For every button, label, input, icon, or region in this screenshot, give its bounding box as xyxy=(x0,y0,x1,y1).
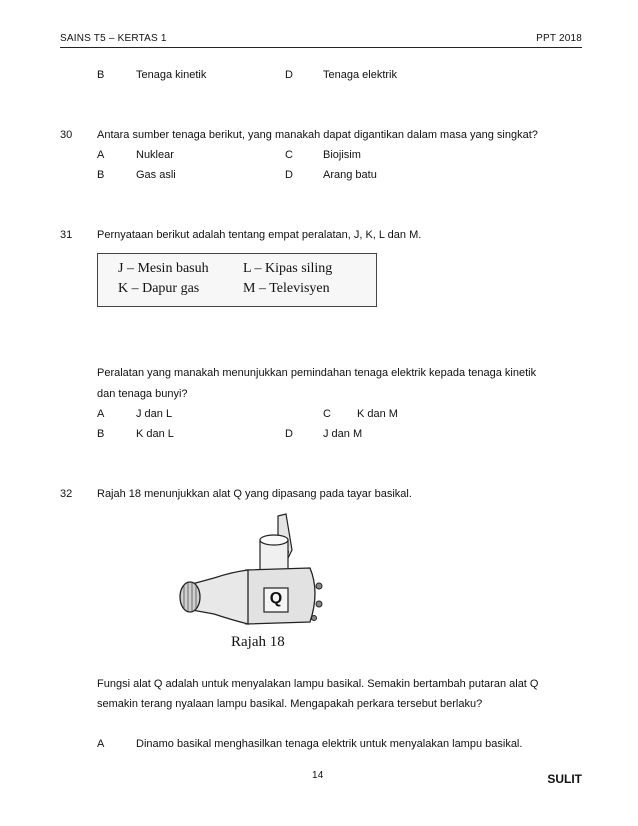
option-letter: C xyxy=(285,149,293,161)
option-text: J dan L xyxy=(136,408,173,420)
option-letter: D xyxy=(285,69,293,81)
question-number: 30 xyxy=(60,129,73,141)
option-letter: A xyxy=(97,738,105,750)
option-letter: B xyxy=(97,69,105,81)
option-letter: B xyxy=(97,428,105,440)
appliance-list-box xyxy=(97,253,377,307)
appliance-l: L – Kipas siling xyxy=(243,261,333,276)
option-text: K dan L xyxy=(136,428,174,440)
question-text-line1: Fungsi alat Q adalah untuk menyalakan lampu basikal. Semakin bertambah putaran alat Q xyxy=(97,678,539,690)
option-text: J dan M xyxy=(323,428,363,440)
header-rule xyxy=(60,47,582,48)
option-letter: A xyxy=(97,149,105,161)
option-text: Tenaga elektrik xyxy=(323,69,397,81)
figure-caption: Rajah 18 xyxy=(231,634,285,650)
appliance-m: M – Televisyen xyxy=(243,281,330,296)
question-text-line2: semakin terang nyalaan lampu basikal. Mengapakah perkara tersebut berlaku? xyxy=(97,698,483,710)
option-letter: A xyxy=(97,408,105,420)
option-text: K dan M xyxy=(357,408,398,420)
question-text: Rajah 18 menunjukkan alat Q yang dipasang pada tayar basikal. xyxy=(97,488,412,500)
question-text-line2: dan tenaga bunyi? xyxy=(97,388,188,400)
question-text: Antara sumber tenaga berikut, yang manakah dapat digantikan dalam masa yang singkat? xyxy=(97,129,538,141)
sulit-mark: SULIT xyxy=(547,772,582,786)
option-letter: C xyxy=(323,408,331,420)
figure-q-label: Q xyxy=(269,590,283,607)
option-text: Gas asli xyxy=(136,169,176,181)
option-text: Arang batu xyxy=(323,169,377,181)
option-text: Biojisim xyxy=(323,149,361,161)
option-letter: B xyxy=(97,169,105,181)
header-right: PPT 2018 xyxy=(536,33,582,44)
page-number: 14 xyxy=(312,770,324,781)
option-letter: D xyxy=(285,169,293,181)
option-text: Tenaga kinetik xyxy=(136,69,207,81)
appliance-j: J – Mesin basuh xyxy=(118,261,209,276)
option-text: Nuklear xyxy=(136,149,174,161)
appliance-k: K – Dapur gas xyxy=(118,281,200,296)
header-left: SAINS T5 – KERTAS 1 xyxy=(60,33,167,44)
option-letter: D xyxy=(285,428,293,440)
question-text: Pernyataan berikut adalah tentang empat peralatan, J, K, L dan M. xyxy=(97,229,422,241)
question-number: 31 xyxy=(60,229,73,241)
question-number: 32 xyxy=(60,488,73,500)
option-text: Dinamo basikal menghasilkan tenaga elektrik untuk menyalakan lampu basikal. xyxy=(136,738,523,750)
question-text-line1: Peralatan yang manakah menunjukkan pemindahan tenaga elektrik kepada tenaga kinetik xyxy=(97,367,537,379)
